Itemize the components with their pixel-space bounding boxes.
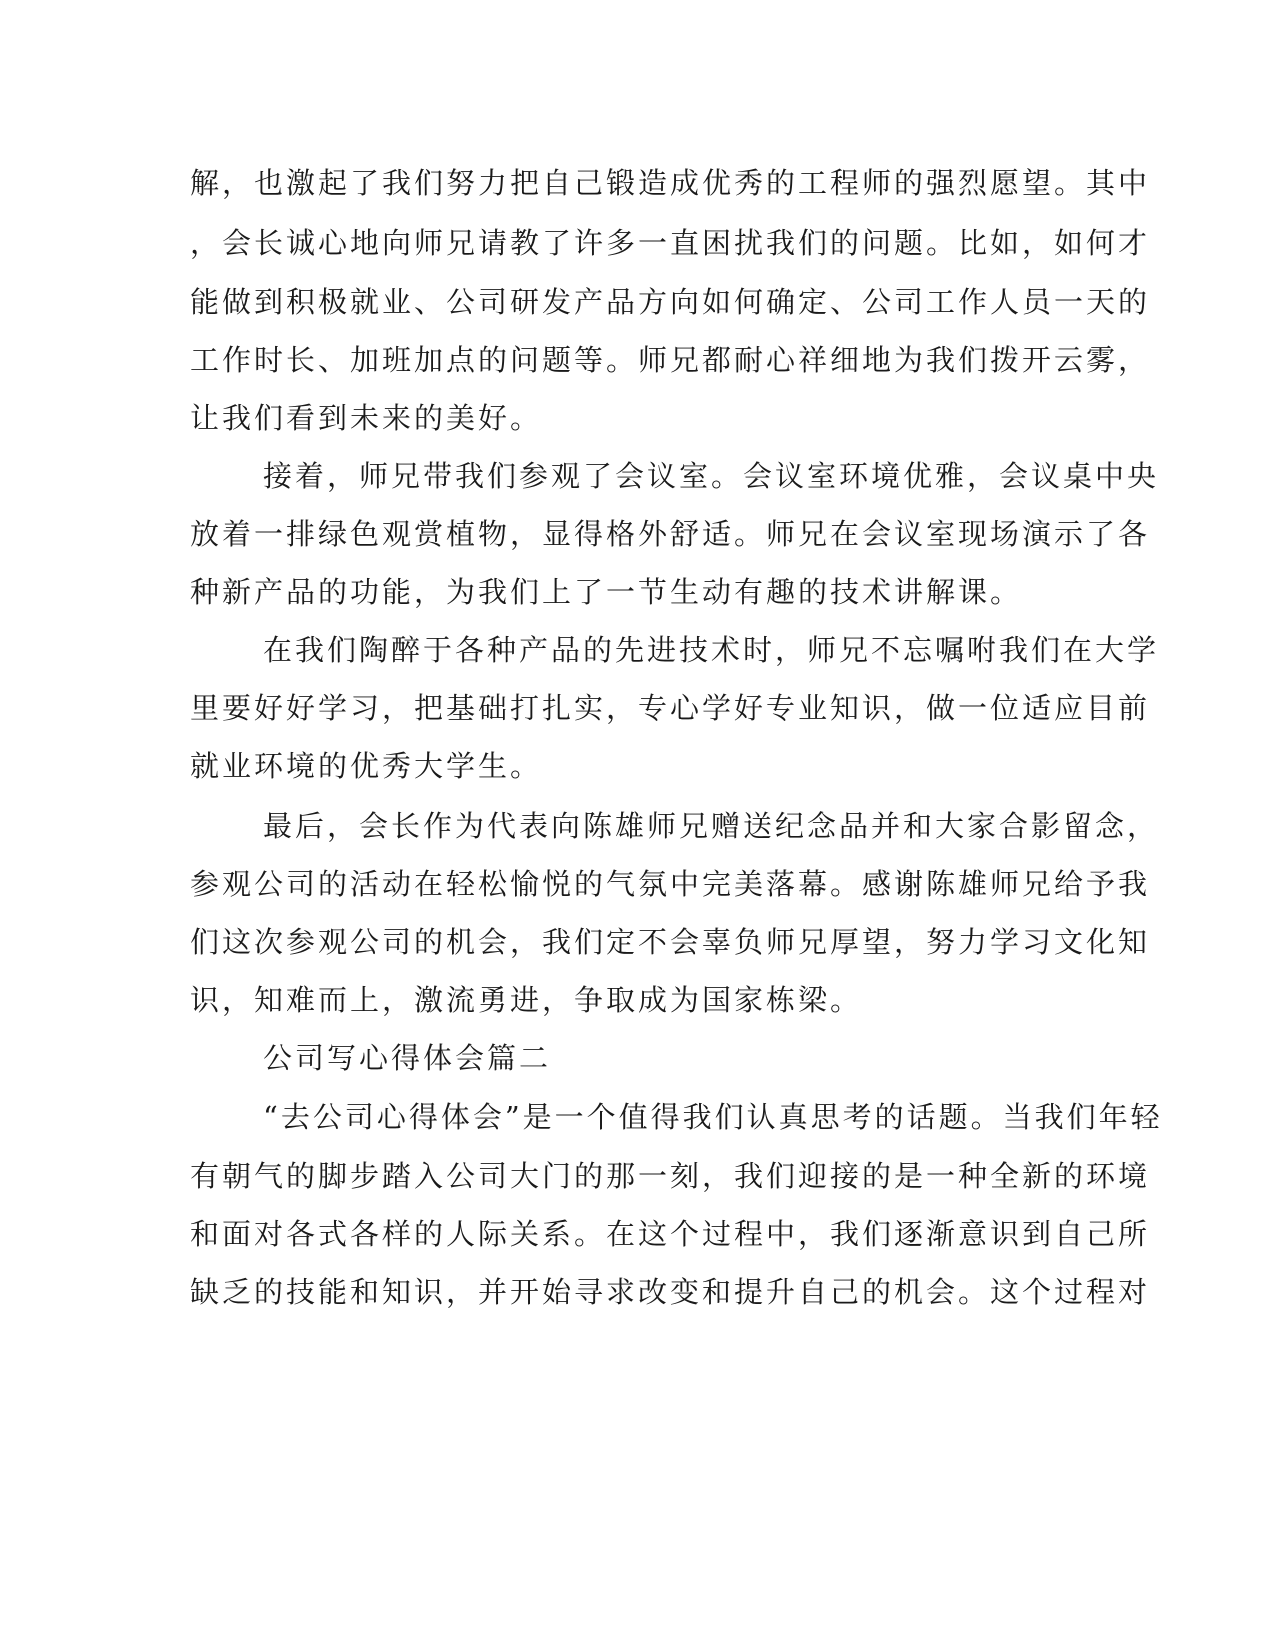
paragraph-line: 解，也激起了我们努力把自己锻造成优秀的工程师的强烈愿望。其中 [190,166,1151,200]
paragraph-line: “去公司心得体会”是一个值得我们认真思考的话题。当我们年轻 [263,1100,1163,1134]
section-heading: 公司写心得体会篇二 [263,1041,552,1075]
paragraph-line: 里要好好学习，把基础打扎实，专心学好专业知识，做一位适应目前 [190,691,1151,725]
paragraph-line: 们这次参观公司的机会，我们定不会辜负师兄厚望，努力学习文化知 [190,925,1151,959]
paragraph-line: 和面对各式各样的人际关系。在这个过程中，我们逐渐意识到自己所 [190,1217,1151,1251]
paragraph-line: 就业环境的优秀大学生。 [190,749,543,783]
paragraph-line: 在我们陶醉于各种产品的先进技术时，师兄不忘嘱咐我们在大学 [263,633,1160,667]
paragraph-line: 接着，师兄带我们参观了会议室。会议室环境优雅，会议桌中央 [263,459,1160,493]
paragraph-line: 放着一排绿色观赏植物，显得格外舒适。师兄在会议室现场演示了各 [190,517,1151,551]
paragraph-line: 种新产品的功能，为我们上了一节生动有趣的技术讲解课。 [190,575,1023,609]
paragraph-line: 最后，会长作为代表向陈雄师兄赠送纪念品并和大家合影留念， [263,809,1160,843]
paragraph-line: 让我们看到未来的美好。 [190,401,543,435]
paragraph-line: 能做到积极就业、公司研发产品方向如何确定、公司工作人员一天的 [190,285,1151,319]
paragraph-line: 工作时长、加班加点的问题等。师兄都耐心祥细地为我们拨开云雾， [190,343,1151,377]
paragraph-line: 识，知难而上，激流勇进，争取成为国家栋梁。 [190,983,863,1017]
paragraph-line: 参观公司的活动在轻松愉悦的气氛中完美落幕。感谢陈雄师兄给予我 [190,867,1151,901]
paragraph-line: 缺乏的技能和知识，并开始寻求改变和提升自己的机会。这个过程对 [190,1275,1151,1309]
paragraph-line: ，会长诚心地向师兄请教了许多一直困扰我们的问题。比如，如何才 [190,226,1151,260]
paragraph-line: 有朝气的脚步踏入公司大门的那一刻，我们迎接的是一种全新的环境 [190,1159,1151,1193]
